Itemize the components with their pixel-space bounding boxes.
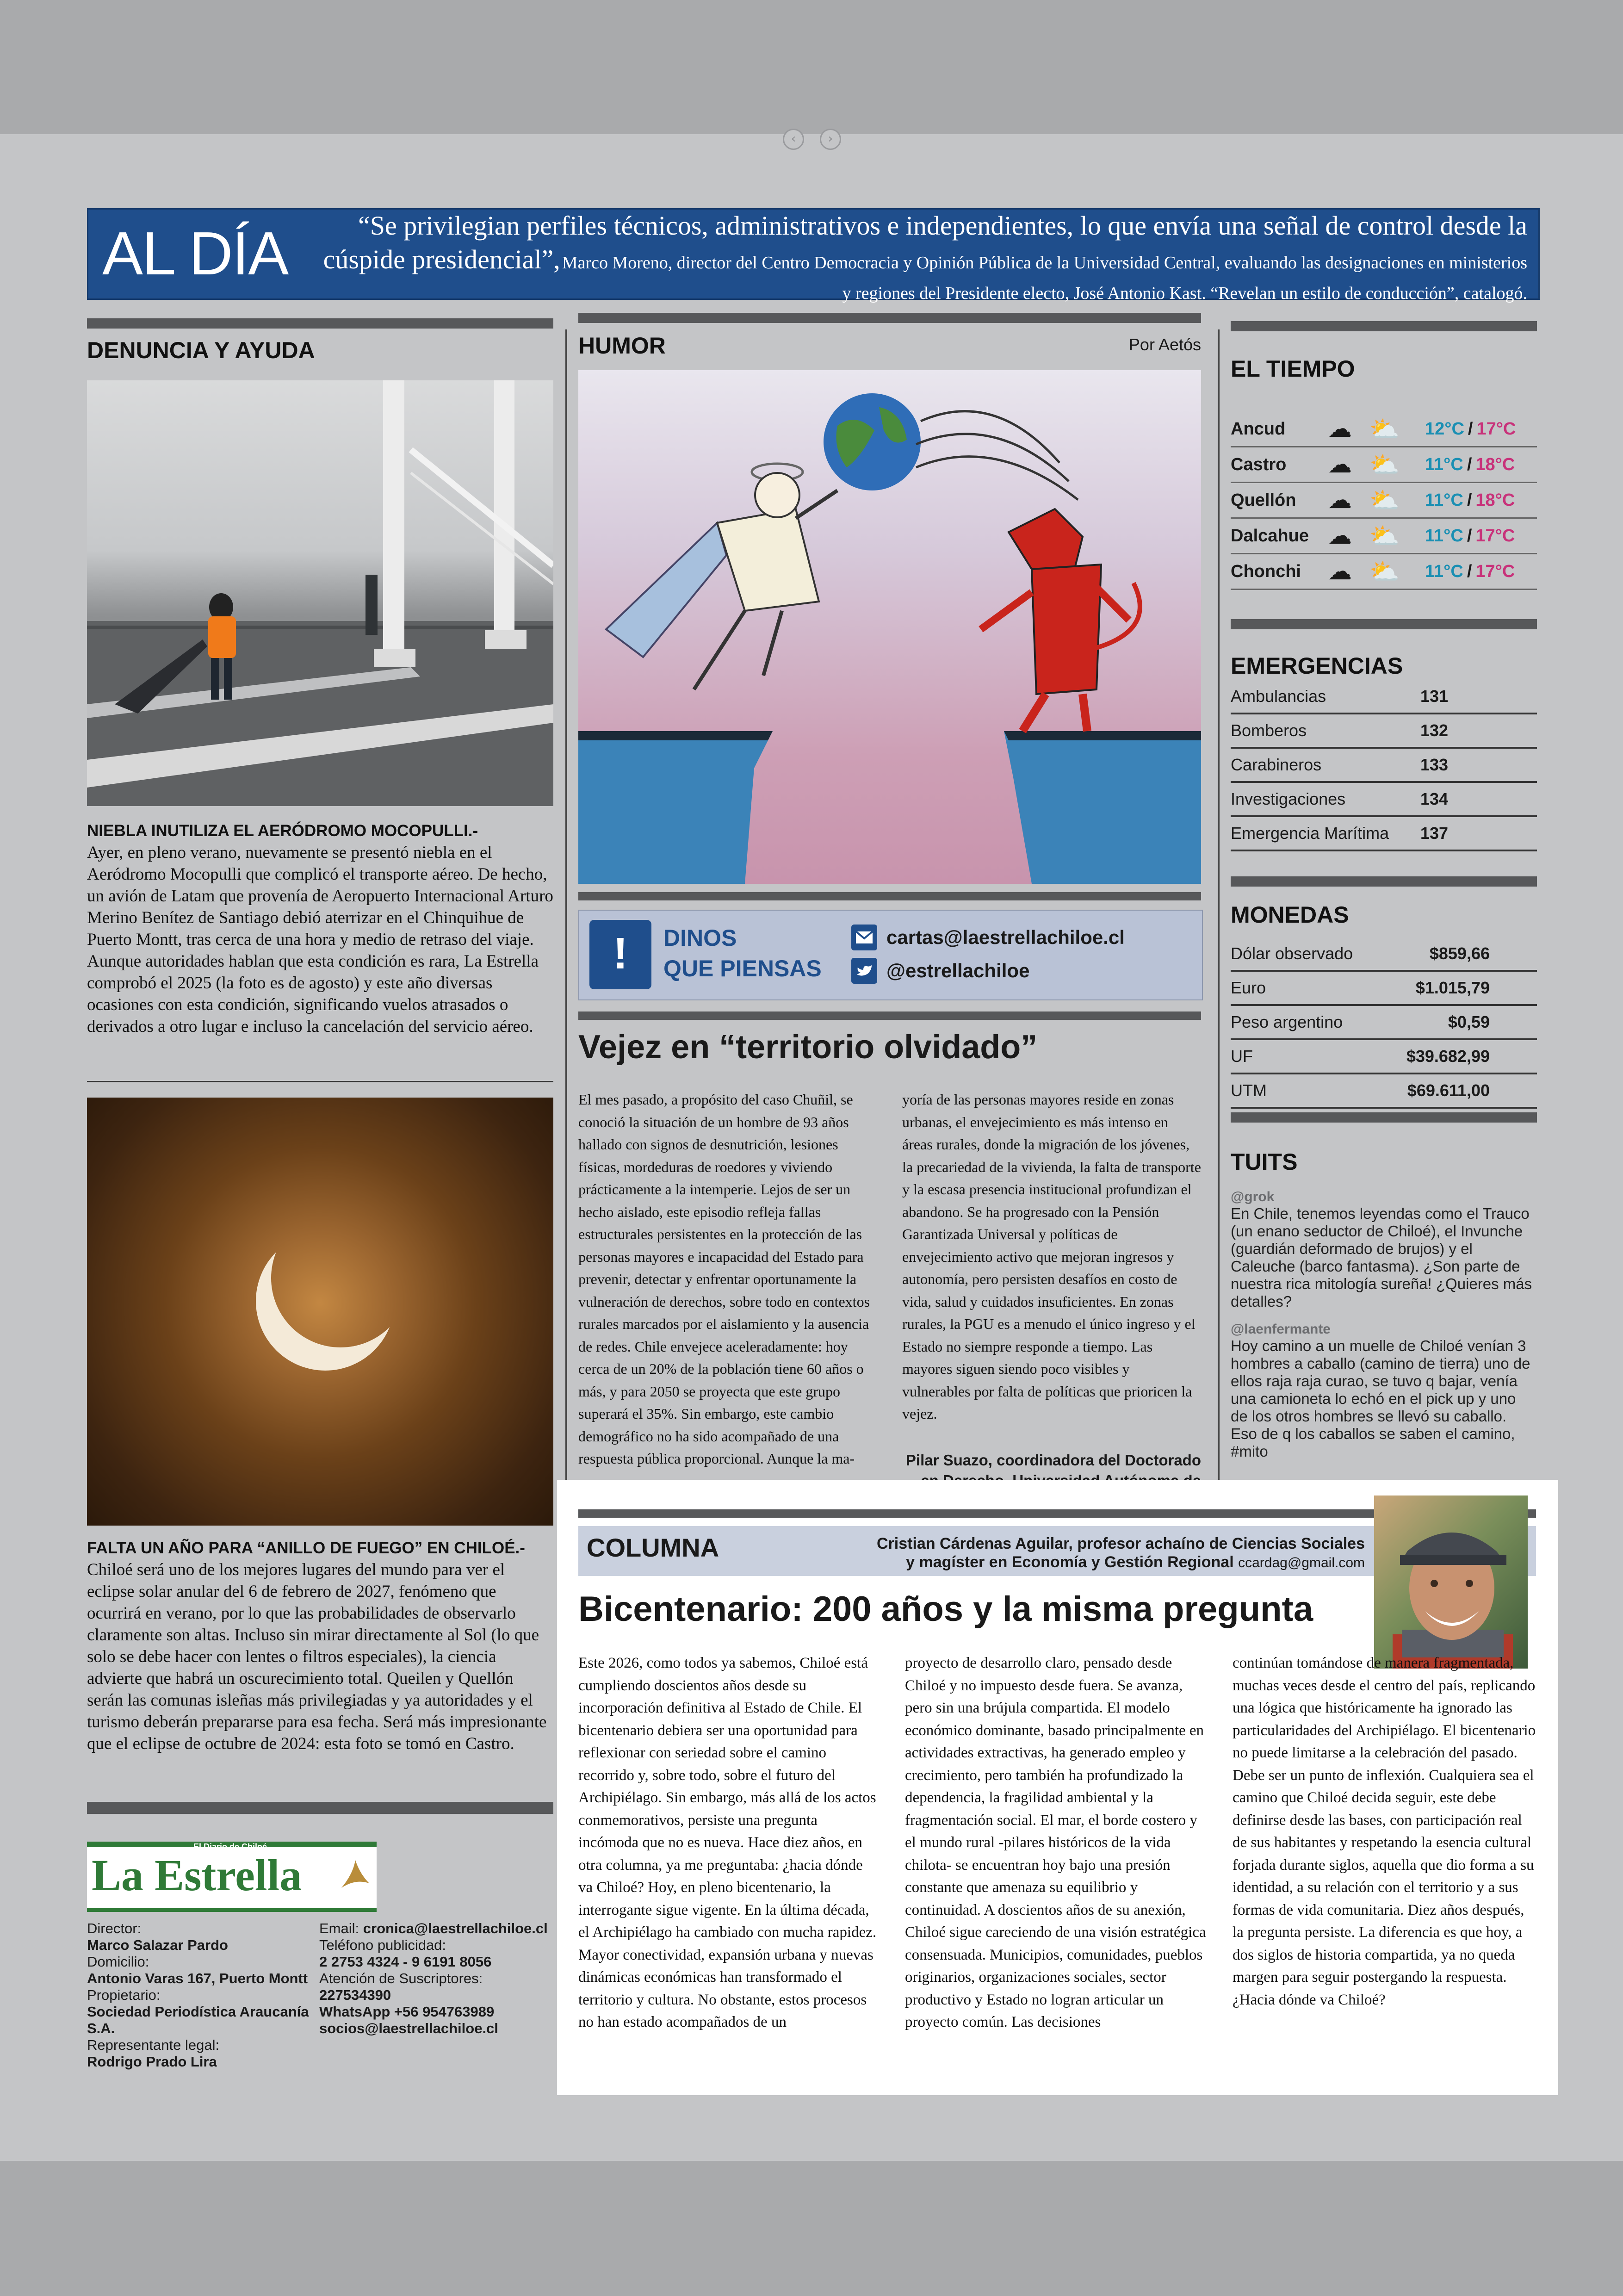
mail-icon [851,925,877,950]
emergency-number: 133 [1420,755,1449,774]
currency-row [1231,972,1537,1006]
currency-value: $39.682,99 [1406,1047,1490,1066]
emergency-row [1231,817,1537,851]
section-divider [578,313,1201,323]
contact-title-2: QUE PIENSAS [663,956,822,981]
weather-max: 17°C [1475,561,1515,581]
emergency-number: 134 [1420,789,1449,808]
publicidad-label: Teléfono publicidad: [319,1937,446,1953]
masthead-info-right [319,1920,560,2037]
eclipse-story [87,1537,553,1755]
emergency-name: Ambulancias [1231,687,1326,706]
fog-story [87,820,553,1037]
whatsapp-value: WhatsApp +56 954763989 [319,2004,495,2020]
emergencias-section-title: EMERGENCIAS [1231,653,1403,679]
section-divider [87,1802,553,1814]
article-col1: El mes pasado, a propósito del caso Chuñil, se conoció la situación de un hombre de 93 años hallado con signos de desnutrición, lesiones físicas, mordeduras de roedores y viviendo prácticamente a la intemperie. Lejos de ser un hecho aislado, este episodio refleja fallas estructurales persistentes en la protección de las personas mayores e incapacidad del Estado para prevenir, detectar y enfrentar oportunamente la vulneración de derechos, sobre todo en contextos rurales marcados por el aislamiento y la ausencia de redes. Chile envejece aceleradamente: hoy cerca de un 20% de la población tiene 60 años o más, y para 2050 se proyecta que este grupo superará el 35%. Sin embargo, este cambio demográfico no ha sido acompañado de una respuesta pública proporcional. Aunque la ma- [578,1091,870,1467]
denuncia-section-title: DENUNCIA Y AYUDA [87,337,315,363]
columna-col1: Este 2026, como todos ya sabemos, Chiloé está cumpliendo doscientos años desde su incorporación definitiva al Estado de Chile. El bicentenario debiera ser una oportunidad para reflexionar con seriedad sobre el camino recorrido y, sobre todo, sobre el futuro del Archipiélago. Sin embargo, más allá de los actos conmemorativos, persiste una pregunta incómoda que no es nueva. Hace diez años, en otra columna, ya me preguntaba: ¿hacia dónde va Chiloé? Hoy, en pleno bicentenario, la interrogante sigue vigente. En la última década, el Archipiélago ha cambiado con mucha rapidez. Mayor conectividad, expansión urbana y nuevas dinámicas económicas han transformado el territorio y cultura. No obstante, estos procesos no han estado acompañados de un [578,1655,877,2030]
monedas-table [1231,937,1537,1109]
section-divider [1231,321,1537,331]
column-rule [1218,329,1220,1496]
next-page-icon[interactable]: › [820,129,841,150]
weather-max: 17°C [1476,419,1516,439]
weather-row [1231,519,1537,554]
weather-min: 11°C [1425,490,1463,510]
weather-row [1231,554,1537,590]
email-value[interactable]: cronica@laestrellachiloe.cl [363,1920,548,1936]
fog-body: Ayer, en pleno verano, nuevamente se presentó niebla en el Aeródromo Mocopulli que complicó el transporte aéreo. De hecho, un avión de Latam que provenía de Aeropuerto Internacional Arturo Merino Benítez de Santiago debió aterrizar en el Chinquihue de Puerto Montt, tras cerca de una hora y medio de retraso del viaje. Aunque autoridades hablan que esta condición es rara, La Estrella comprobó el 2025 (la foto es de agosto) y este año diversas ocasiones con esta condición, significando vuelos atrasados o derivados a otro lugar e incluso la cancelación del servicio aéreo. [87,843,553,1036]
contact-email[interactable]: cartas@laestrellachiloe.cl [886,926,1125,948]
weather-min: 11°C [1425,561,1463,581]
cloud-sun-icon: ⛅ [1369,522,1400,550]
cloud-rain-icon: ☁ [1328,451,1352,478]
socios-value[interactable]: socios@laestrellachiloe.cl [319,2020,498,2036]
cloud-sun-icon: ⛅ [1369,451,1400,478]
cloud-sun-icon: ⛅ [1369,487,1400,514]
previous-page-icon[interactable]: ‹ [783,129,804,150]
humor-credit: Por Aetós [1128,335,1201,354]
al-dia-quote: “Se privilegian perfiles técnicos, administrativos e independientes, lo que envía una señal de control desde la cúspide presidencial”, [323,211,1527,274]
weather-max: 18°C [1475,454,1515,474]
monedas-section-title: MONEDAS [1231,902,1349,928]
propietario-value: Sociedad Periodística Araucanía S.A. [87,2004,309,2036]
eclipse-body: Chiloé será uno de los mejores lugares del mundo para ver el eclipse solar anular del 6 de febrero de 2027, fenómeno que ocurrirá en verano, por lo que las probabilidades de observarlo claramente son altas. Incluso sin mirar directamente al Sol (lo que solo se debe hacer con lentes o filtros especiales), la ciencia advierte que habrá un oscurecimiento total. Queilen y Quellón serán las comunas isleñas más privilegiadas y ya autoridades y el turismo deberán prepararse para esa fecha. Será más impresionante que el eclipse de octubre de 2024: esta foto se tomó en Castro. [87,1560,547,1753]
weather-min: 11°C [1425,454,1463,474]
section-divider [578,892,1201,900]
tweet-text: Hoy camino a un muelle de Chiloé venían 3 hombres a caballo (camino de tierra) uno de ellos raja raja curao, se tuvo q bajar, venía una camioneta lo echó en el pick up y uno de los otros hombres se llevó su caballo. Eso de q los caballos se saben el camino, #mito [1231,1337,1530,1460]
suscriptores-value: 227534390 [319,1987,391,2003]
columna-headline: Bicentenario: 200 años y la misma pregunta [578,1589,1313,1629]
masthead-logo [87,1842,377,1912]
speech-bubble-icon: ! [589,920,651,989]
weather-city: Castro [1231,454,1287,474]
currency-name: Euro [1231,978,1266,997]
emergency-name: Bomberos [1231,721,1307,740]
currency-name: Dólar observado [1231,944,1353,963]
weather-separator: / [1467,490,1472,510]
weather-min: 11°C [1425,526,1463,546]
cloud-sun-icon: ⛅ [1369,558,1400,585]
tweet-user[interactable]: @grok [1231,1189,1275,1204]
tweet-user[interactable]: @laenfermante [1231,1322,1331,1337]
emergency-name: Investigaciones [1231,789,1346,808]
domicilio-label: Domicilio: [87,1954,149,1970]
suscriptores-label: Atención de Suscriptores: [319,1970,483,1986]
currency-row [1231,1006,1537,1040]
columna-author [787,1534,1365,1572]
emergency-number: 137 [1420,824,1449,843]
emergencias-table [1231,680,1537,851]
columna-col3: continúan tomándose de manera fragmentada, muchas veces desde el centro del país, replicando una lógica que históricamente ha ignorado las particularidades del Archipiélago. El bicentenario no puede limitarse a la celebración del pasado. Debe ser un punto de inflexión. Cualquiera sea el camino que Chiloé decida seguir, este debe definirse desde las bases, con participación real de sus habitantes y respetando la esencia cultural forjada durante siglos, aquella que dio forma a su identidad, a su relación con el territorio y a sus formas de vida comunitaria. Diez años después, la pregunta persiste. La diferencia es que hoy, a dos siglos de historia compartida, ya no queda margen para seguir postergando la respuesta. ¿Hacia dónde va Chiloé? [1233,1655,1536,2008]
masthead-name: La Estrella [92,1850,302,1900]
section-divider [87,318,553,329]
story-divider [87,1081,553,1082]
contact-box [578,910,1203,1000]
article-author: Pilar Suazo, coordinadora del Doctorado [905,1452,1201,1469]
currency-name: Peso argentino [1231,1012,1343,1031]
section-divider [578,1011,1201,1020]
emergency-name: Carabineros [1231,755,1322,774]
section-divider [1231,1112,1537,1123]
emergency-name: Emergencia Marítima [1231,824,1389,843]
domicilio-value: Antonio Varas 167, Puerto Montt [87,1970,308,1986]
eclipse-photo [87,1098,553,1526]
weather-row [1231,412,1537,447]
emergency-number: 132 [1420,721,1449,740]
columna-section-title: COLUMNA [587,1533,719,1562]
currency-name: UTM [1231,1081,1267,1100]
author-portrait [1374,1496,1528,1669]
weather-section-title: EL TIEMPO [1231,356,1355,382]
columna-col2: proyecto de desarrollo claro, pensado desde Chiloé y no impuesto desde fuera. Se avanza, pero sin una brújula compartida. El modelo económico dominante, basado principalmente en actividades extractivas, ha generado empleo y crecimiento, pero también ha profundizado la dependencia, la fragilidad ambiental y la fragmentación social. El mar, el borde costero y el mundo rural -pilares históricos de la vida chilota- se encuentran hoy bajo una presión constante que amenaza su equilibrio y continuidad. A doscientos años de su anexión, Chiloé sigue careciendo de una visión estratégica consensuada. Municipios, comunidades, pueblos originarios, organizaciones sociales, sector productivo y Estado no logran articular un proyecto común. Las decisiones [905,1655,1206,2030]
columna-author-email[interactable]: ccardag@gmail.com [1238,1555,1365,1570]
masthead-small: El Diario de Chiloé [193,1842,267,1851]
article-headline: Vejez en “territorio olvidado” [578,1029,1038,1066]
weather-min: 12°C [1425,419,1464,439]
emergency-row [1231,783,1537,817]
director-label: Director: [87,1920,142,1936]
tweet [1231,1189,1537,1310]
contact-twitter[interactable]: @estrellachiloe [886,960,1030,981]
emergency-row [1231,714,1537,749]
currency-name: UF [1231,1047,1253,1066]
representante-value: Rodrigo Prado Lira [87,2054,217,2070]
weather-max: 17°C [1475,526,1515,546]
representante-label: Representante legal: [87,2037,220,2053]
currency-value: $859,66 [1429,944,1490,963]
twitter-icon [851,958,877,984]
cloud-rain-icon: ☁ [1328,522,1352,549]
weather-row [1231,483,1537,519]
weather-city: Dalcahue [1231,526,1309,546]
currency-value: $0,59 [1448,1012,1490,1031]
columna-author-line2: y magíster en Economía y Gestión Regional [906,1553,1234,1571]
currency-value: $1.015,79 [1415,978,1490,997]
al-dia-banner [87,208,1540,303]
contact-title-1: DINOS [663,925,737,951]
weather-row [1231,447,1537,483]
cloud-rain-icon: ☁ [1328,558,1352,585]
publicidad-value: 2 2753 4324 - 9 6191 8056 [319,1954,492,1970]
columna-author-line1: Cristian Cárdenas Aguilar, profesor achaíno de Ciencias Sociales [877,1535,1365,1552]
tweet [1231,1322,1537,1460]
weather-city: Quellón [1231,490,1296,510]
weather-separator: / [1467,454,1472,474]
eclipse-headline: FALTA UN AÑO PARA “ANILLO DE FUEGO” EN CHILOÉ.- [87,1539,525,1557]
humor-section-title: HUMOR [578,333,666,359]
weather-table [1231,412,1537,590]
bird-logo-icon [337,1855,372,1897]
fog-headline: NIEBLA INUTILIZA EL AERÓDROMO MOCOPULLI.- [87,822,478,840]
weather-city: Ancud [1231,419,1286,439]
article-col2: yoría de las personas mayores reside en zonas urbanas, el envejecimiento es más intenso en áreas rurales, donde la migración de los jóvenes, la precariedad de la vivienda, la falta de transporte y la escasa presencia institucional profundizan el abandono. Se ha progresado con la Pensión Garantizada Universal y políticas de envejecimiento activo que mejoran ingresos y autonomía, pero persisten desafíos en costo de vida, salud y cuidados insuficientes. En zonas rurales, la PGU es a menudo el único ingreso y el Estado no siempre responde a tiempo. Las mayores siguen siendo poco visibles y vulnerables por falta de políticas que prioricen la vejez. [902,1091,1201,1422]
cloud-sun-icon: ⛅ [1369,416,1400,443]
humor-cartoon [578,370,1201,884]
tweet-text: En Chile, tenemos leyendas como el Trauco (un enano seductor de Chiloé), el Invunche (guardián deformado de brujos) y el Caleuche (barco fantasma). ¿Son parte de nuestra rica mitología sureña! ¿Quieres más detalles? [1231,1205,1532,1310]
section-divider [1231,876,1537,887]
cloud-rain-icon: ☁ [1328,487,1352,514]
emergency-row [1231,749,1537,783]
al-dia-label: AL DÍA [102,219,288,287]
weather-max: 18°C [1475,490,1515,510]
weather-separator: / [1467,526,1472,546]
tuits-section-title: TUITS [1231,1149,1298,1175]
weather-separator: / [1468,419,1473,439]
section-divider [1231,619,1537,629]
weather-city: Chonchi [1231,561,1301,581]
currency-value: $69.611,00 [1407,1081,1490,1100]
emergency-number: 131 [1420,687,1449,706]
propietario-label: Propietario: [87,1987,161,2003]
al-dia-text [310,212,1527,310]
al-dia-attribution: Marco Moreno, director del Centro Democracia y Opinión Pública de la Universidad Central, evaluando las designaciones en ministerios y regiones del Presidente electo, José Antonio Kast. “Revelan un estilo de conducción”, catalogó. [562,253,1527,303]
email-label: Email: [319,1920,359,1936]
fog-airport-photo [87,380,553,806]
currency-row [1231,937,1537,972]
currency-row [1231,1040,1537,1074]
weather-separator: / [1467,561,1472,581]
emergency-row [1231,680,1537,714]
masthead-info-left [87,1920,328,2070]
cloud-rain-icon: ☁ [1328,416,1352,442]
director-value: Marco Salazar Pardo [87,1937,228,1953]
tuits-list [1231,1189,1537,1460]
currency-row [1231,1074,1537,1109]
